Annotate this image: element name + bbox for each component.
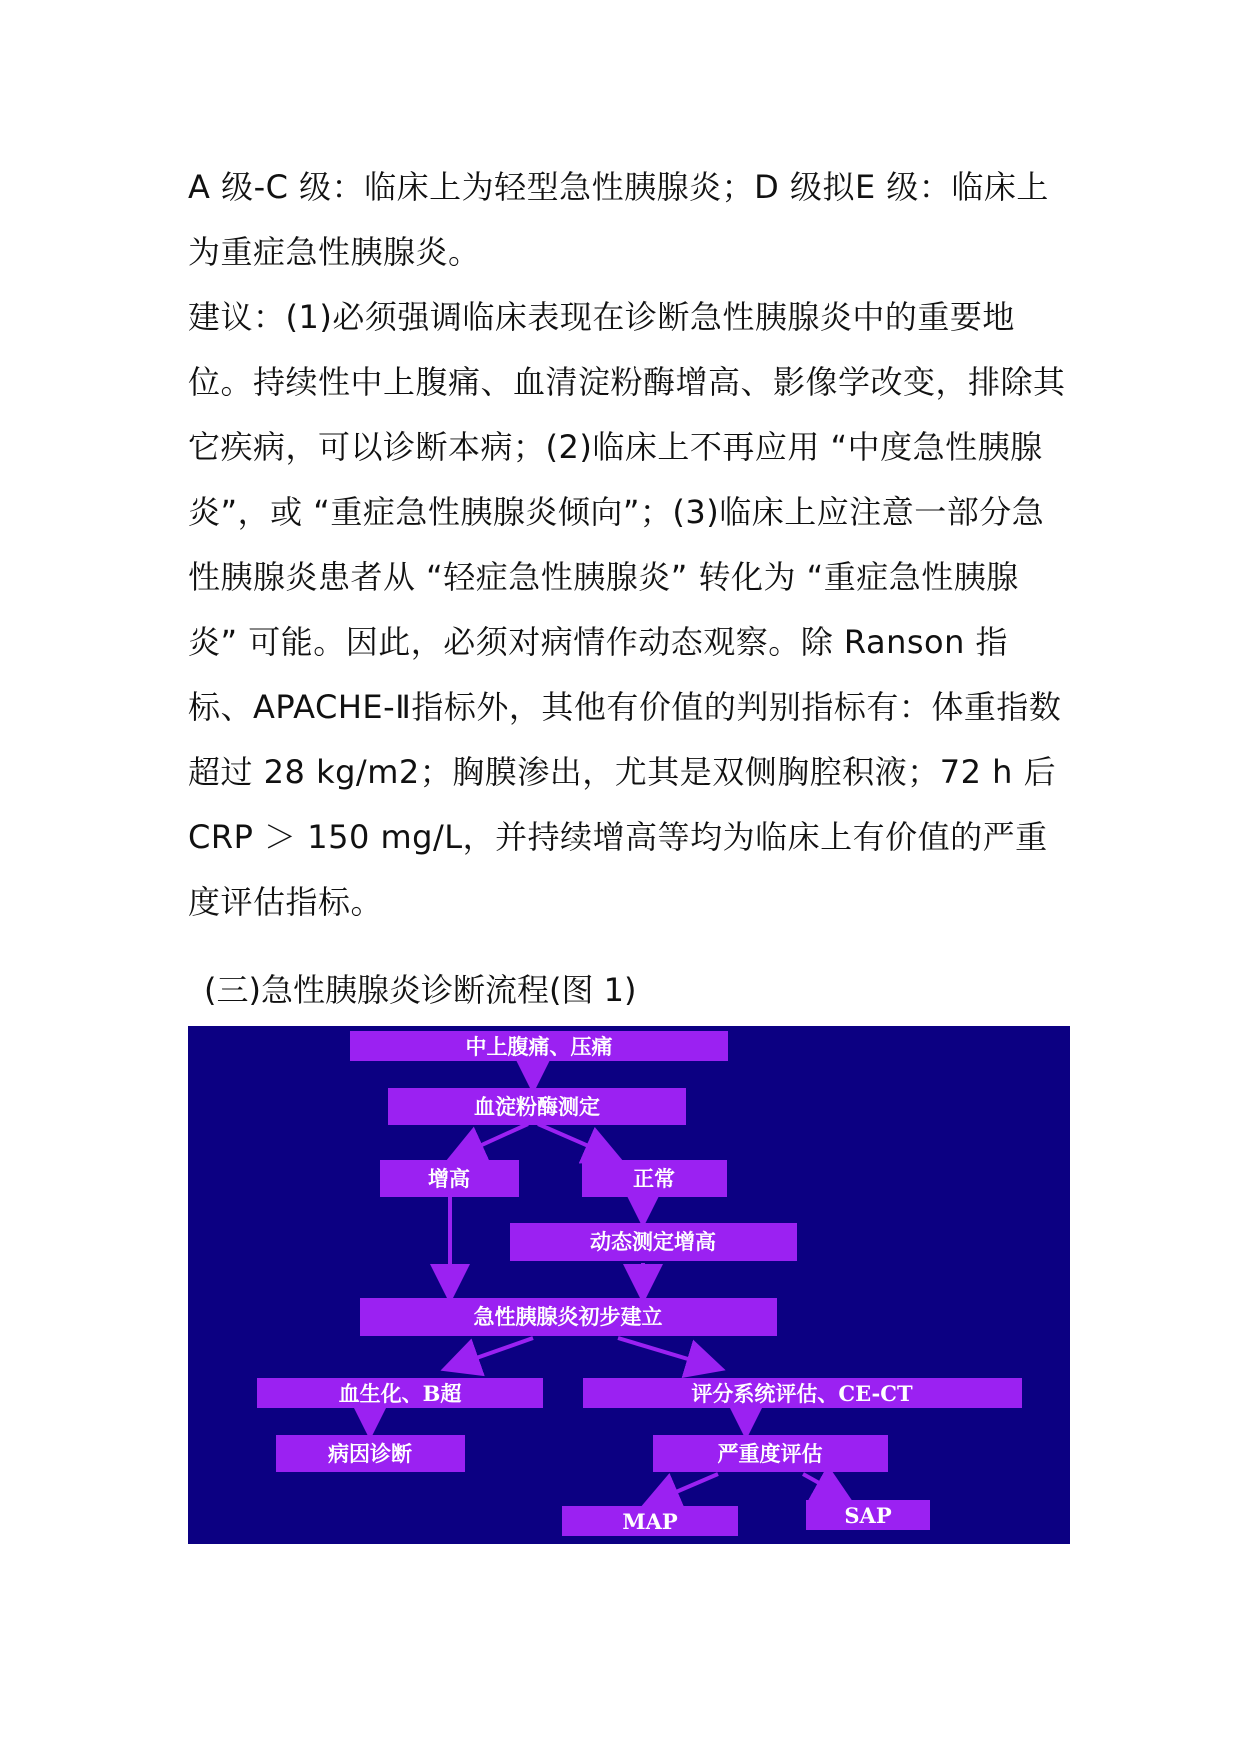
node-label: 急性胰腺炎初步建立 [473,1304,663,1329]
arrow-n10-n11 [648,1474,718,1504]
section-title: (三)急性胰腺炎诊断流程(图 1) [204,971,637,1009]
node-sap [806,1500,930,1530]
node-label: 动态测定增高 [590,1229,716,1254]
node-label: 中上腹痛、压痛 [465,1034,613,1059]
node-label: 增高 [428,1166,470,1191]
arrow-n10-n12 [803,1474,846,1498]
node-label: 病因诊断 [328,1441,412,1466]
arrow-n2-n4 [538,1124,616,1158]
node-label: 血淀粉酶测定 [474,1094,600,1119]
node-normal [582,1160,727,1197]
flowchart-nodes [257,1031,1022,1536]
node-label: 正常 [633,1166,675,1191]
node-elevated [380,1160,519,1197]
node-map [562,1506,738,1536]
node-amylase-test [388,1088,686,1125]
node-label: 严重度评估 [717,1441,823,1466]
paragraph-recommendations: 建议：(1)必须强调临床表现在诊断急性胰腺炎中的重要地位。持续性中上腹痛、血清淀粉酶增高、影像学改变，排除其它疾病，可以诊断本病；(2)临床上不再应用 “中度急性胰腺炎”，或 “重症急性胰腺炎倾向”；(3)临床上应注意一部分急性胰腺炎患者从 “轻症急性胰腺炎” 转化为 “重症急性胰腺炎” 可能。因此，必须对病情作动态观察。除 Ranson 指标、APACHE-Ⅱ指标外，其他有价值的判别指标有：体重指数超过 28 kg/m2；胸膜渗出，尤其是双侧胸腔积液；72 h 后 CRP ＞ 150 mg/L，并持续增高等均为临床上有价值的严重度评估指标。 [188,298,1066,921]
paragraph-grading: A 级-C 级：临床上为轻型急性胰腺炎；D 级拟E 级：临床上为重症急性胰腺炎。 [188,168,1049,271]
node-label: 血生化、B超 [338,1381,462,1406]
node-etiology-diagnosis [276,1435,465,1472]
node-label: 评分系统评估、CE-CT [691,1381,913,1406]
node-label: SAP [844,1503,892,1528]
arrow-n2-n3 [453,1124,528,1158]
node-abdominal-pain [350,1031,728,1061]
node-biochem-ultrasound [257,1378,543,1408]
arrow-n6-n8 [618,1338,718,1368]
flowchart-svg [188,1026,1070,1544]
node-label: MAP [622,1509,678,1534]
node-scoring-cect [583,1378,1022,1408]
node-dynamic-elevated [510,1223,797,1261]
document-body [188,155,1068,935]
node-severity-assessment [653,1435,888,1472]
node-ap-established [360,1298,777,1336]
diagnosis-flowchart [188,1026,1070,1544]
arrow-n6-n7 [448,1338,533,1368]
